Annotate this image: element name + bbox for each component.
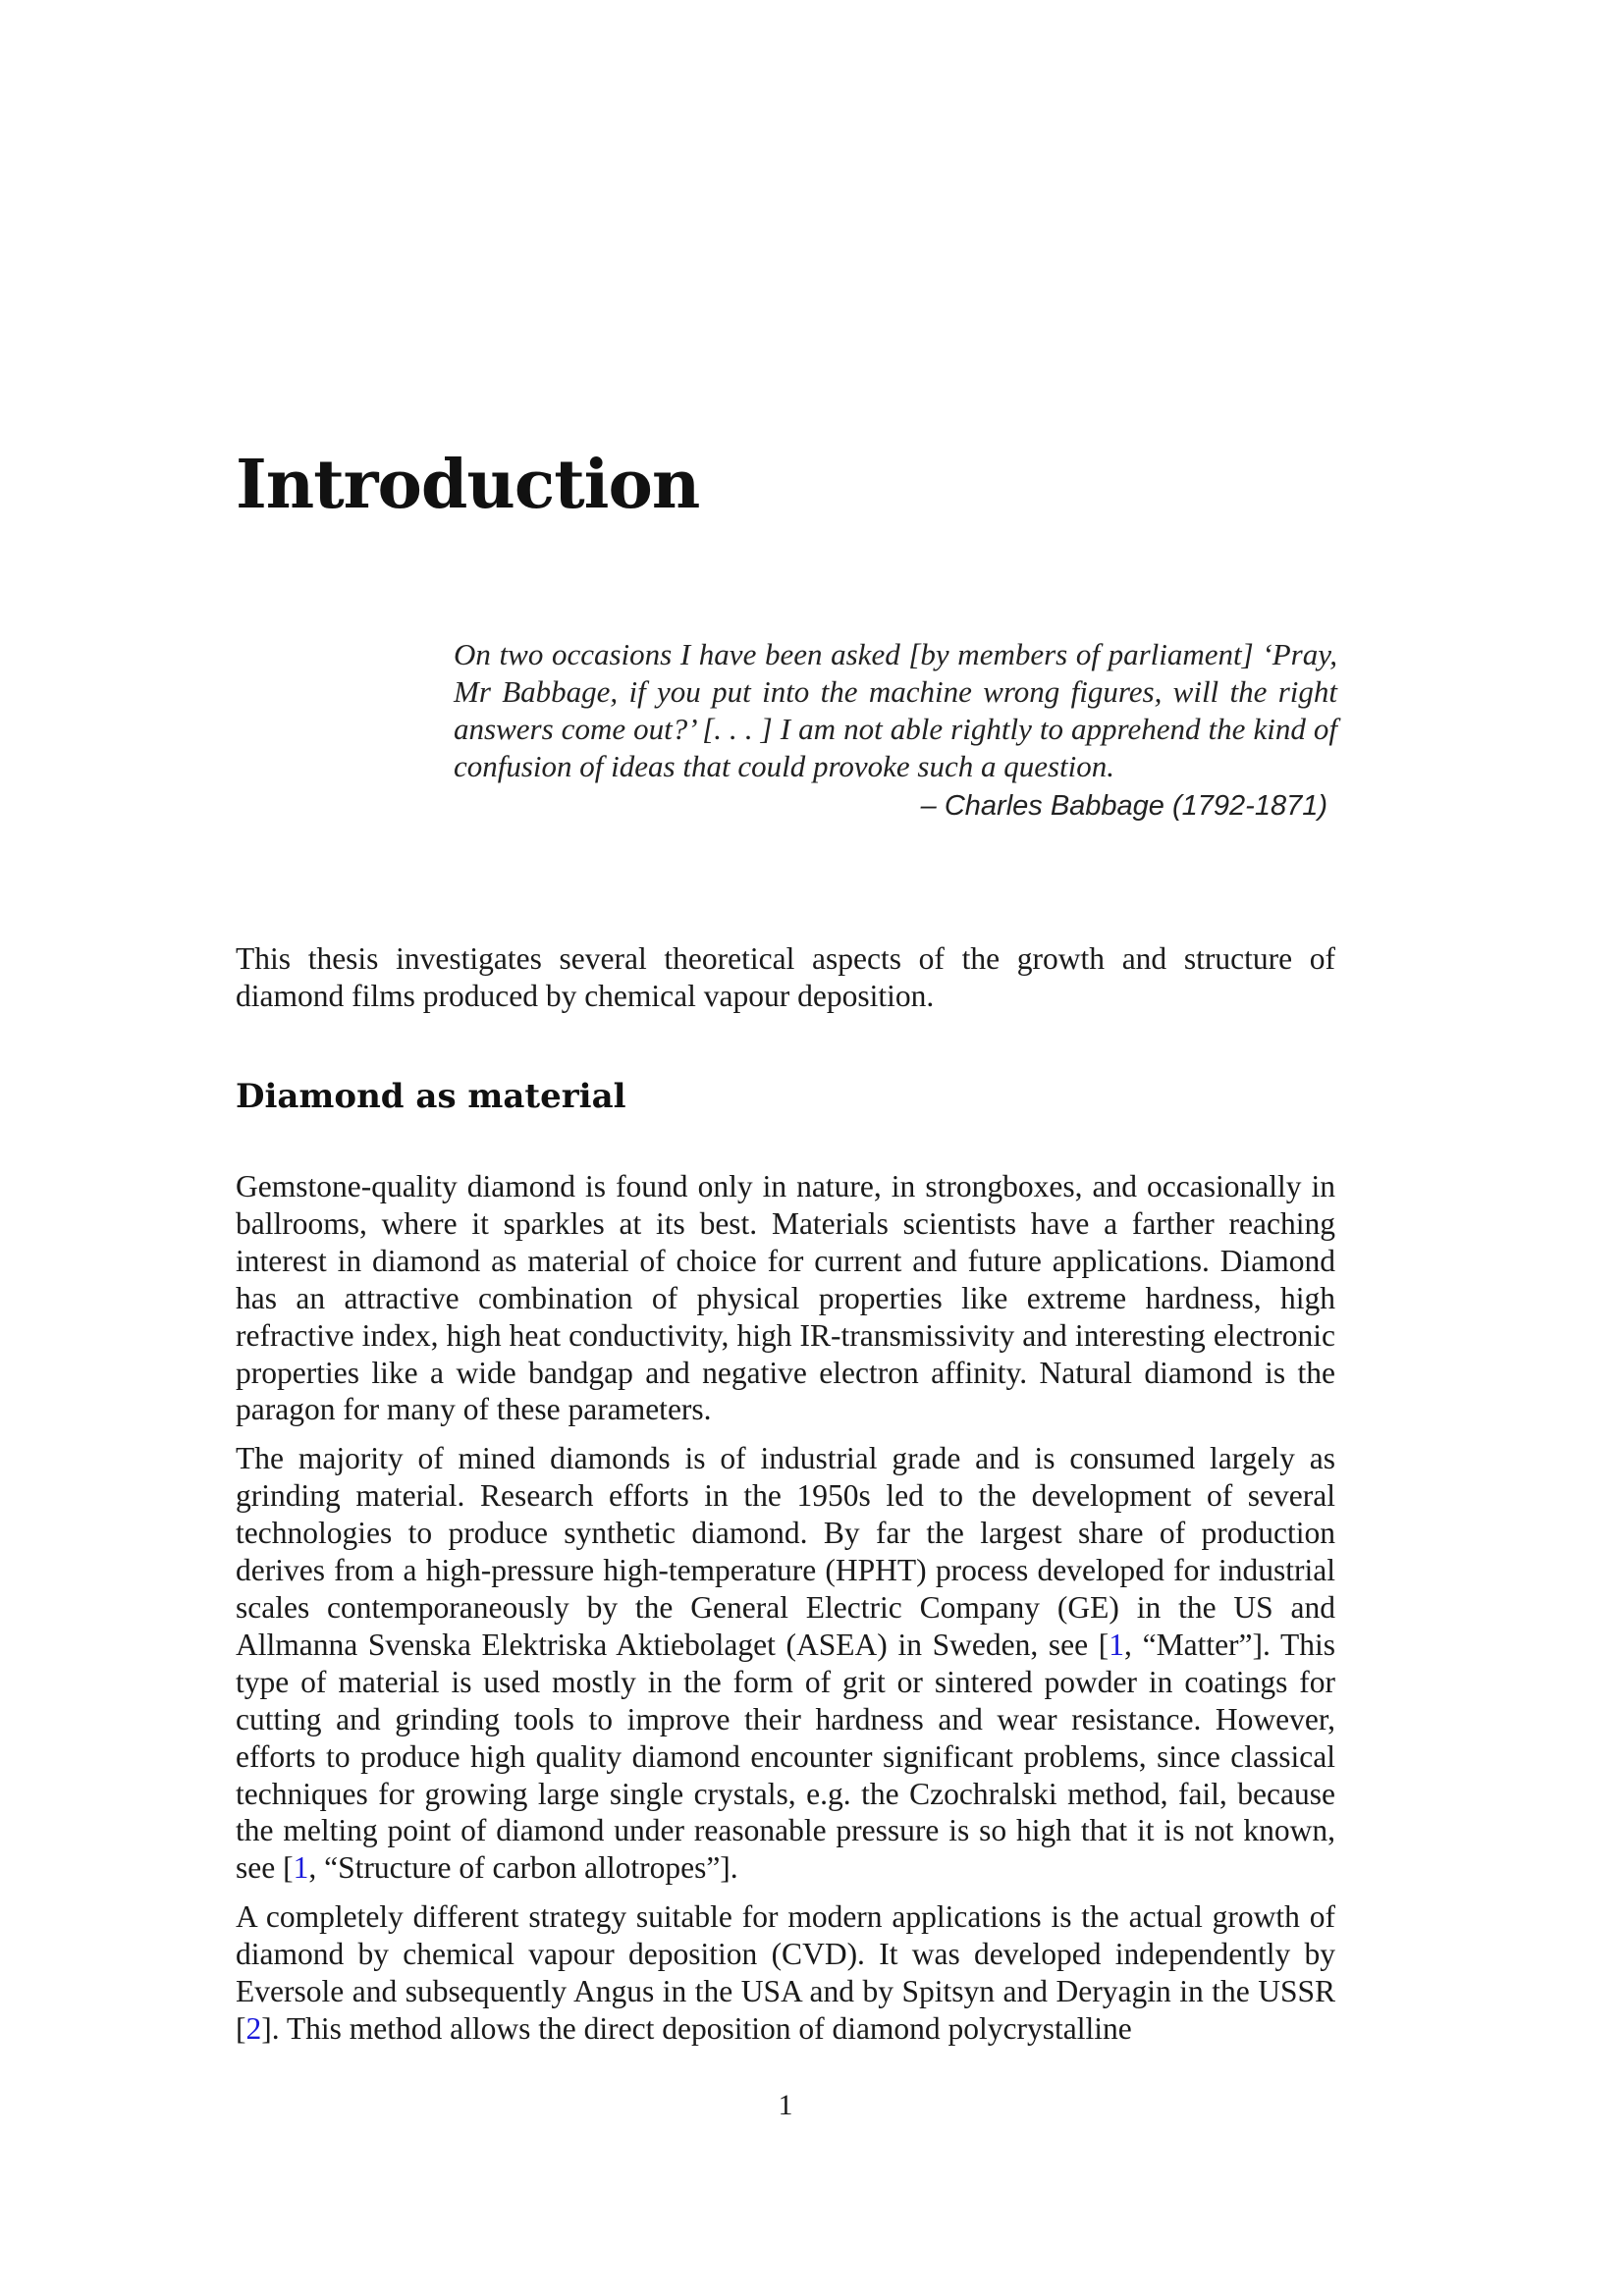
- page-number: 1: [778, 2089, 793, 2121]
- paragraph-3-text-a: A completely different strategy suitable for modern applications is the actual growth of diamond by chemical vapour deposition (CVD). It was developed independently by Eversole and subsequently Angus in the USA and by Spitsyn and Deryagin in the USSR [: [236, 1899, 1335, 2046]
- citation-link-2[interactable]: 2: [245, 2010, 262, 2046]
- paragraph-2: [236, 1440, 1335, 1887]
- section-heading: Diamond as material: [236, 1077, 626, 1116]
- citation-link-1[interactable]: 1: [1109, 1627, 1125, 1662]
- paragraph-2-text-a: The majority of mined diamonds is of industrial grade and is consumed largely as grinding material. Research efforts in the 1950s led to the development of several technologies to produce synthetic diamond. By far the largest share of production derives from a high-pressure high-temperature (HPHT) process developed for industrial scales contemporaneously by the General Electric Company (GE) in the US and Allmanna Svenska Elektriska Aktiebolaget (ASEA) in Sweden, see [: [236, 1441, 1335, 1662]
- paragraph-3-text-b: ]. This method allows the direct deposition of diamond polycrystalline: [261, 2010, 1132, 2046]
- paragraph-2-text-c: , “Structure of carbon allotropes”].: [308, 1850, 738, 1886]
- paragraph-3: [236, 1898, 1335, 2048]
- page: [236, 0, 1335, 2296]
- epigraph-quote: On two occasions I have been asked [by members of parliament] ‘Pray, Mr Babbage, if you put into the machine wrong figures, will the right answers come out?’ [. . . ] I am not able rightly to apprehend the kind of confusion of ideas that could provoke such a question.: [454, 637, 1337, 783]
- paragraph-2-text-b: , “Matter”]. This type of material is used mostly in the form of grit or sintered powder in coatings for cutting and grinding tools to improve their hardness and wear resistance. However, efforts to produce high quality diamond encounter significant problems, since classical techniques for growing large single crystals, e.g. the Czochralski method, fail, because the melting point of diamond under reasonable pressure is so high that it is not known, see [: [236, 1627, 1335, 1886]
- citation-link-1b[interactable]: 1: [293, 1850, 309, 1886]
- intro-paragraph: This thesis investigates several theoretical aspects of the growth and structure of diamond films produced by chemical vapour deposition.: [236, 941, 1335, 1013]
- epigraph-attribution: – Charles Babbage (1792-1871): [920, 790, 1327, 822]
- epigraph: [454, 636, 1337, 825]
- chapter-title: Introduction: [236, 446, 700, 524]
- paragraph-1: Gemstone-quality diamond is found only in nature, in strongboxes, and occasionally in ballrooms, where it sparkles at its best. Materials scientists have a farther reaching interest in diamond as material of choice for current and future applications. Diamond has an attractive combination of physical properties like extreme hardness, high refractive index, high heat conductivity, high IR-transmissivity and interesting electronic properties like a wide bandgap and negative electron affinity. Natural diamond is the paragon for many of these parameters.: [236, 1169, 1335, 1427]
- section-body: [236, 1168, 1335, 2048]
